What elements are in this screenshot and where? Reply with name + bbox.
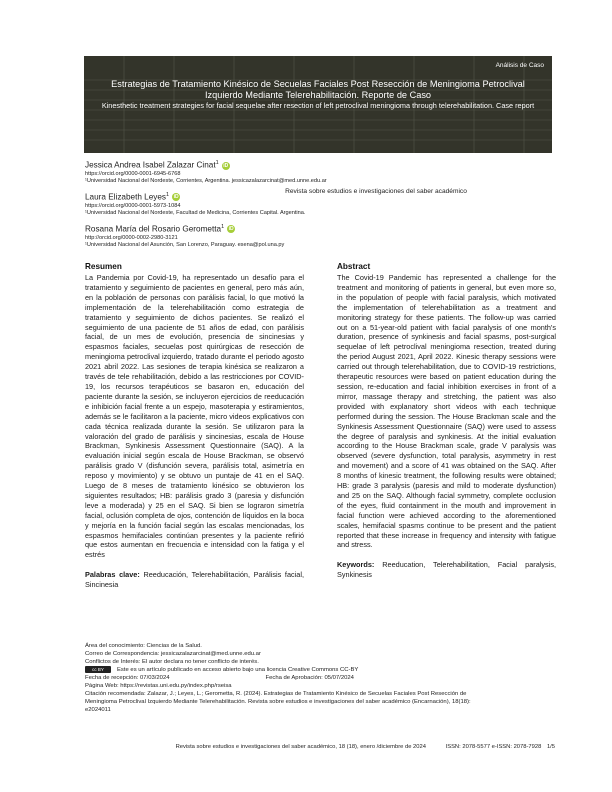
orcid-icon[interactable]: iD — [173, 194, 179, 201]
license-text: Este es un artículo publicado en acceso abierto bajo una licencia Creative Commons CC-BY — [117, 667, 359, 674]
keywords-list: Reeducation, Telerehabilitation, Facial paralysis, Synkinesis — [337, 560, 556, 580]
author-name: Jessica Andrea Isabel Zalazar Cinat — [85, 160, 216, 170]
keywords — [337, 560, 556, 580]
author-name: Rosana María del Rosario Gerometta — [85, 224, 222, 234]
article-title — [98, 79, 538, 110]
reception-date: Fecha de recepción: 07/03/2024 — [85, 675, 170, 682]
affiliation: ¹Universidad Nacional del Nordeste, Corrientes, Argentina. jessicazalazarcinat@med.unne.edu.ar — [85, 178, 327, 185]
page-footer — [85, 743, 555, 751]
resumen-text: La Pandemia por Covid-19, ha representado un desafío para el tratamiento y seguimiento de pacientes en general, pero más aún, en la población de personas con parálisis facial, lo que motivó la implementación de la telerehabilitación como estrategia de tratamiento y seguimiento de dichos pacientes. Se realizó el seguimiento de una paciente de 51 años de edad, con parálisis facial, de un mes de evolución, presencia de sincinesias y espasmos faciales, secuelas post quirúrgicas de resección de meningioma petroclival izquierdo, tratado durante el periodo agosto 2021 abril 2022. Las sesiones de terapia kinésica se realizaron a través de tele rehabilitación, debido a las restricciones por COVID-19, los recursos terapéuticos se basaron en, educación del paciente durante la sesión, se incluyeron ejercicios de reeducación e inhibición facial frente a un espejo, masoterapia y estiramientos, además se le facilitaron a la paciente, micro videos explicativos con cada técnica realizada durante la sesión. Se utilizaron para la valoración del grado de parálisis y sincinesias, escala de House Brackman, Synkinesis Assessment Questionnaire (SAQ). A la evaluación inicial según escala de House Brackman, se observó parálisis grado V (disfunción severa, parálisis total, asimetría en reposo y movimiento) y se obtuvo un puntaje de 41 en el SAQ. Luego de 8 meses de tratamiento kinésico se obtuvieron los siguientes resultados; HB: parálisis grado 3 (paresia y disfunción leve a moderada) y 25 en el SAQ. Si bien se lograron simetría facial, oclusión completa de ojos, contención de líquidos en la boca y mejoría en la función facial según las escalas mencionadas, los espasmos hemifaciales continúan presentes y la paciente refirió que estos aumentan en frecuencia e intensidad con la fatiga y el estrés — [85, 273, 304, 560]
article-metadata — [85, 642, 555, 714]
authors-block — [85, 158, 555, 254]
conflicts-of-interest: Conflictos de Interés: El autor declara no tener conflicto de interés. — [85, 659, 259, 665]
citation-line-1: Citación recomendada: Zalazar, J.; Leyes, L.; Gerometta, R. (2024). Estrategias de Tratamiento Kinésico de Secuelas Faciales Post Resección de — [85, 691, 467, 698]
author-3 — [85, 222, 555, 250]
affiliation-marker: 1 — [215, 160, 219, 166]
affiliation-marker: 1 — [166, 191, 170, 198]
creative-commons-icon[interactable]: cc BY — [85, 666, 111, 673]
footer-issn: ISSN: 2078-5577 e-ISSN: 2078-7928 — [445, 744, 542, 750]
citation-line-2: Meningioma Petroclival Izquierdo Mediante Telerehabilitación. Revista sobre estudios e investigaciones del saber académico (Encarnación), 18(18): — [85, 699, 471, 706]
dates — [85, 674, 555, 682]
citation-line-3: e2024011 — [85, 707, 111, 714]
article-type: Análisis de Caso — [495, 62, 544, 69]
affiliation-marker: 1 — [221, 223, 225, 230]
footer-journal: Revista sobre estudios e investigaciones del saber académico, 18 (18), enero /diciembre de 2024 — [175, 744, 426, 750]
author-name: Laura Elizabeth Leyes — [85, 192, 167, 202]
orcid-icon[interactable]: iD — [223, 162, 229, 169]
title-english: Kinesthetic treatment strategies for facial sequelae after resection of left petroclival meningioma through telerehabilitation. Case report — [101, 101, 535, 110]
orcid-link[interactable]: http://orcid.org/0000-0002-2980-3121 — [85, 234, 178, 241]
resumen-section — [85, 262, 304, 590]
author-1 — [85, 158, 555, 186]
orcid-icon[interactable]: iD — [228, 226, 234, 233]
orcid-link[interactable]: https://orcid.org/0000-0001-5973-1084 — [85, 202, 181, 209]
keywords-label: Keywords: — [337, 560, 375, 570]
license-line — [85, 666, 555, 674]
resumen-heading: Resumen — [85, 262, 122, 271]
abstract-heading: Abstract — [337, 262, 371, 271]
palabras-clave — [85, 570, 304, 590]
approval-date: Fecha de Aprobación: 05/07/2024 — [265, 675, 354, 682]
abstract-text: The Covid-19 Pandemic has represented a challenge for the treatment and monitoring of patients in general, but even more so, in the population of people with facial paralysis, which motivated the implementation of telerehabilitation as a treatment and monitoring strategy for these patients. The follow-up was carried out on a 51-year-old patient with facial paralysis of one month's duration, presence of synkinesis and facial spasms, post-surgical sequelae of left petroclival meningioma resection, treated during the period August 2021, April 2022. Kinesic therapy sessions were carried out through telerehabilitation, due to COVID-19 restrictions, therapeutic resources were based on patient education during the session, re-education and facial inhibition exercises in front of a mirror, massage therapy and stretching, the patient was also provided with explanatory short videos with each technique performed during the session. The House Brackman scale and the Synkinesis Assessment Questionnaire (SAQ) were used to assess the degree of paralysis and synkinesis. At the initial evaluation according to the House Brackman scale, grade V paralysis was observed (severe dysfunction, total paralysis, asymmetry in rest and movement) and a score of 41 was obtained on the SAQ. After 8 months of kinesic treatment, the following results were obtained; HB: grade 3 paralysis (paresis and mild to moderate dysfunction) and 25 on the SAQ. Although facial symmetry, complete occlusion of the eyes, fluid containment in the mouth and improvement in facial function were achieved according to the aforementioned scales, hemifacial spasms continue to be present and the patient reported that these increase in frequency and intensity with fatigue and stress. — [337, 273, 556, 550]
author-2 — [85, 190, 555, 218]
journal-name-box: Revista sobre estudios e investigaciones del saber académico — [264, 184, 488, 200]
website[interactable]: Página Web: https://revistas.uni.edu.py/index.php/rseisa — [85, 683, 232, 690]
correspondence-email: Correo de Correspondencia: jessicazalazarcinat@med.unne.edu.ar — [85, 651, 261, 657]
orcid-link[interactable]: https://orcid.org/0000-0001-6945-6768 — [85, 170, 181, 177]
knowledge-area: Área del conocimiento: Ciencias de la Salud. — [85, 643, 202, 649]
page-number: 1/5 — [546, 744, 555, 750]
affiliation: ¹Universidad Nacional del Asunción, San Lorenzo, Paraguay. esena@pol.una.py — [85, 242, 285, 249]
abstract-section — [337, 262, 556, 580]
keywords-list: Reeducación, Telerehabilitación, Parálisis facial, Sincinesia — [85, 570, 304, 590]
affiliation: ¹Universidad Nacional del Nordeste, Facultad de Medicina, Corrientes Capital. Argentina. — [85, 210, 306, 217]
keywords-label: Palabras clave: — [85, 570, 140, 580]
title-spanish: Estrategias de Tratamiento Kinésico de Secuelas Faciales Post Resección de Meningioma Petroclival Izquierdo Mediante Telerehabilitación. Reporte de Caso — [111, 79, 525, 100]
